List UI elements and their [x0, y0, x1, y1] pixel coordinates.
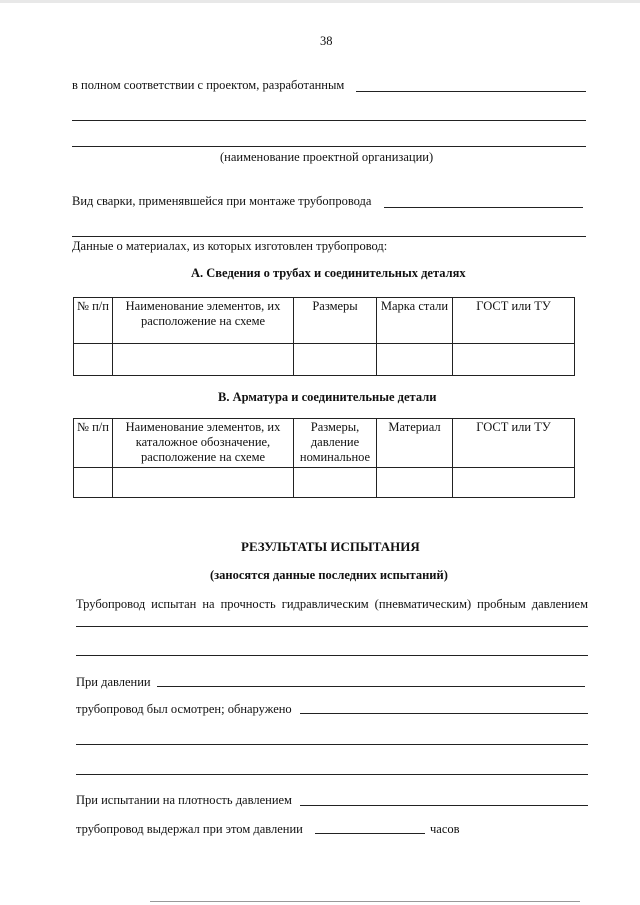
- density-line-label: При испытании на плотность давлением: [76, 793, 292, 807]
- table-b-empty-cell[interactable]: [113, 468, 294, 498]
- table-b-header-cell: ГОСТ или ТУ: [453, 419, 575, 468]
- welding-type-field[interactable]: [384, 207, 583, 208]
- table-a-header-cell: № п/п: [74, 298, 113, 344]
- table-a-header-cell: ГОСТ или ТУ: [453, 298, 575, 344]
- table-b-empty-cell[interactable]: [453, 468, 575, 498]
- table-a-empty-cell[interactable]: [453, 344, 575, 376]
- results-subtitle: (заносятся данные последних испытаний): [210, 568, 448, 582]
- table-a-header-row: [74, 298, 575, 344]
- section-b-title: В. Арматура и соединительные детали: [218, 390, 437, 404]
- scan-top-edge: [0, 0, 640, 3]
- table-b-header-cell: Материал: [377, 419, 453, 468]
- hours-field[interactable]: [315, 833, 425, 834]
- findings-blank-line-1[interactable]: [76, 744, 588, 745]
- strength-line-label: Трубопровод испытан на прочность гидравлическим (пневматическим) пробным давлением: [76, 597, 588, 611]
- pressure-field[interactable]: [157, 686, 585, 687]
- table-a-header-cell: Марка стали: [377, 298, 453, 344]
- table-b-header-cell: № п/п: [74, 419, 113, 468]
- table-b-empty-cell[interactable]: [294, 468, 377, 498]
- table-b-empty-cell[interactable]: [377, 468, 453, 498]
- page-number: 38: [320, 34, 333, 48]
- table-row: [74, 344, 575, 376]
- results-title: РЕЗУЛЬТАТЫ ИСПЫТАНИЯ: [241, 539, 420, 554]
- strength-blank-line[interactable]: [76, 655, 588, 656]
- withstood-line-label: трубопровод выдержал при этом давлении: [76, 822, 303, 836]
- table-a-empty-cell[interactable]: [113, 344, 294, 376]
- pressure-line-label: При давлении: [76, 675, 151, 689]
- welding-line-label: Вид сварки, применявшейся при монтаже трубопровода: [72, 194, 372, 208]
- project-blank-line-1[interactable]: [72, 120, 586, 121]
- table-b-empty-cell[interactable]: [74, 468, 113, 498]
- table-a-header-cell: Размеры: [294, 298, 377, 344]
- density-pressure-field[interactable]: [300, 805, 588, 806]
- table-b-header-cell: Размеры, давление номинальное: [294, 419, 377, 468]
- table-b-header-cell: Наименование элементов, их каталожное обозначение, расположение на схеме: [113, 419, 294, 468]
- project-line-label: в полном соответствии с проектом, разработанным: [72, 78, 345, 92]
- table-a-empty-cell[interactable]: [377, 344, 453, 376]
- scan-bottom-edge: [150, 901, 580, 902]
- table-b-header-row: [74, 419, 575, 468]
- welding-blank-line[interactable]: [72, 236, 586, 237]
- project-developer-field[interactable]: [356, 91, 586, 92]
- inspected-line-label: трубопровод был осмотрен; обнаружено: [76, 702, 292, 716]
- hours-label: часов: [430, 822, 460, 836]
- section-a-title: А. Сведения о трубах и соединительных деталях: [191, 266, 466, 280]
- table-a-header-cell: Наименование элементов, их расположение на схеме: [113, 298, 294, 344]
- materials-line-label: Данные о материалах, из которых изготовлен трубопровод:: [72, 239, 388, 253]
- findings-blank-line-2[interactable]: [76, 774, 588, 775]
- table-a-empty-cell[interactable]: [294, 344, 377, 376]
- table-a: [73, 297, 575, 376]
- table-row: [74, 468, 575, 498]
- inspection-findings-field[interactable]: [300, 713, 588, 714]
- table-a-empty-cell[interactable]: [74, 344, 113, 376]
- table-b: [73, 418, 575, 498]
- project-org-field[interactable]: [72, 146, 586, 147]
- org-caption: (наименование проектной организации): [220, 150, 434, 164]
- strength-pressure-field[interactable]: [76, 626, 588, 627]
